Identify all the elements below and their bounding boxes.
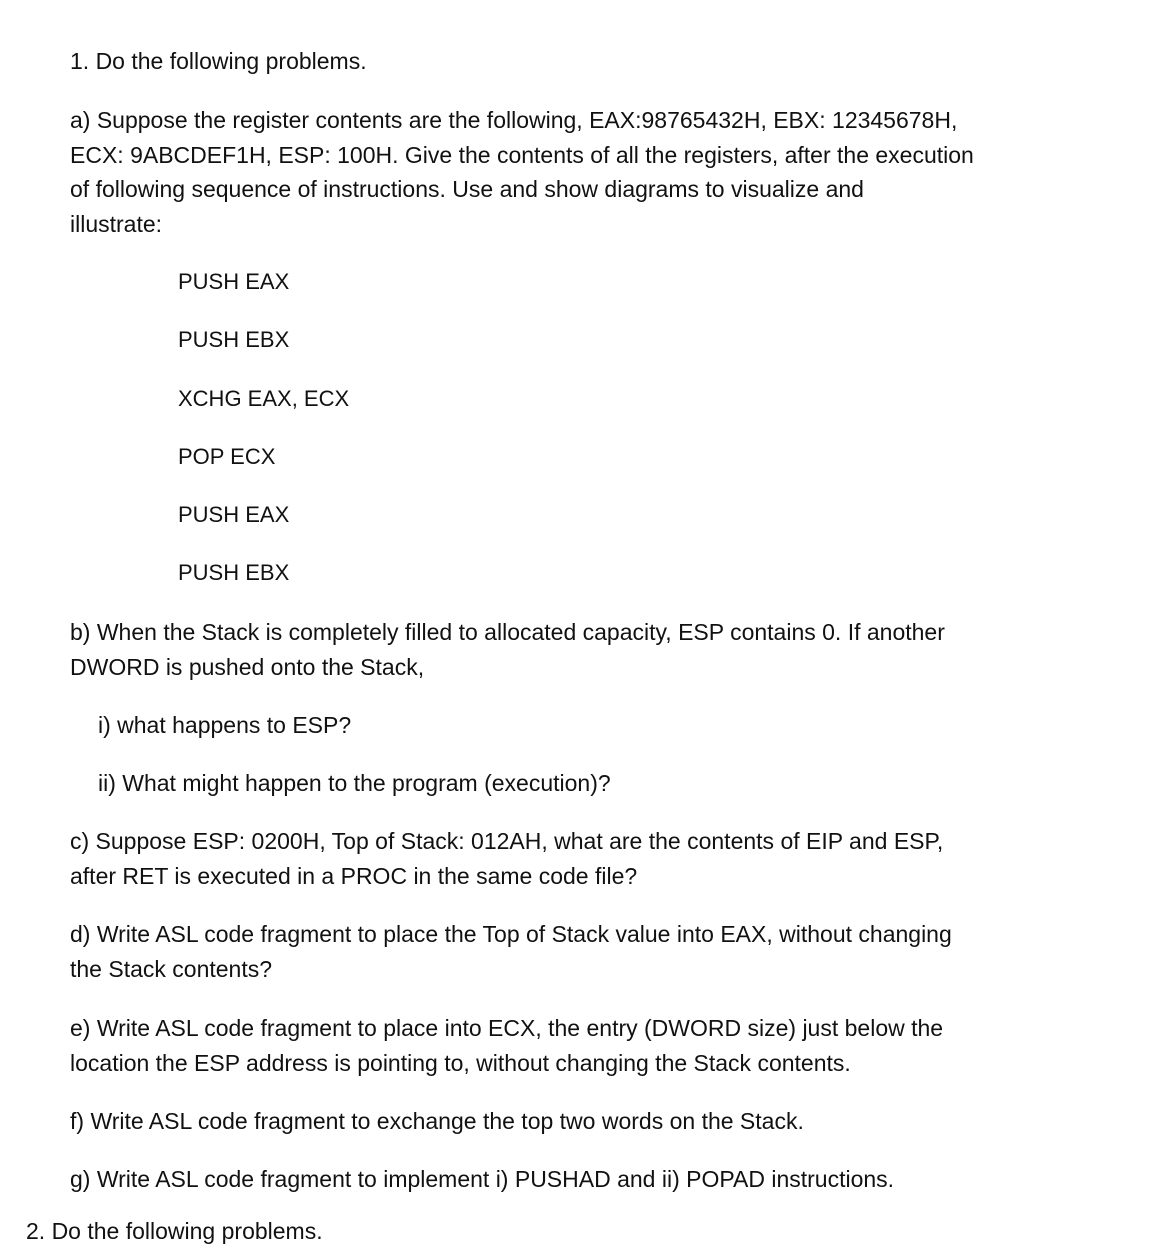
part-e-line: location the ESP address is pointing to, without changing the Stack contents. [70, 1049, 851, 1076]
part-b-text [70, 615, 1010, 684]
instruction-push-eax: PUSH EAX [178, 502, 290, 527]
instruction-push-ebx: PUSH EBX [178, 560, 290, 585]
part-a-line: ECX: 9ABCDEF1H, ESP: 100H. Give the contents of all the registers, after the execution [70, 141, 974, 168]
part-d-text [70, 917, 1010, 986]
instruction-push-ebx: PUSH EBX [178, 327, 290, 352]
part-a-line: illustrate: [70, 210, 163, 237]
part-e-line: e) Write ASL code fragment to place into ECX, the entry (DWORD size) just below the [70, 1015, 944, 1041]
part-b-sub-i: i) what happens to ESP? [98, 712, 352, 738]
part-e-text [70, 1011, 1010, 1080]
part-c-text [70, 824, 1010, 893]
part-d-line: the Stack contents? [70, 955, 273, 982]
next-heading: 2. Do the following problems. [26, 1218, 323, 1244]
instruction-xchg-eax-ecx: XCHG EAX, ECX [178, 386, 350, 411]
part-c-line: c) Suppose ESP: 0200H, Top of Stack: 012AH, what are the contents of EIP and ESP, [70, 828, 944, 854]
part-c-line: after RET is executed in a PROC in the same code file? [70, 862, 638, 889]
next-heading-clipped [26, 1214, 570, 1244]
part-d-line: d) Write ASL code fragment to place the Top of Stack value into EAX, without changing [70, 921, 952, 947]
part-b-line: b) When the Stack is completely filled to allocated capacity, ESP contains 0. If another [70, 619, 945, 645]
part-b-line: DWORD is pushed onto the Stack, [70, 653, 425, 680]
part-b-sub-ii: ii) What might happen to the program (execution)? [98, 770, 611, 796]
part-g-text: g) Write ASL code fragment to implement i) PUSHAD and ii) POPAD instructions. [70, 1166, 895, 1192]
part-a-line: a) Suppose the register contents are the following, EAX:98765432H, EBX: 12345678H, [70, 107, 958, 133]
part-a-text [70, 103, 1010, 241]
instruction-push-eax: PUSH EAX [178, 269, 290, 294]
instruction-pop-ecx: POP ECX [178, 444, 276, 469]
part-f-text: f) Write ASL code fragment to exchange the top two words on the Stack. [70, 1108, 804, 1134]
part-a-line: of following sequence of instructions. Use and show diagrams to visualize and [70, 176, 864, 202]
heading: 1. Do the following problems. [70, 48, 367, 74]
